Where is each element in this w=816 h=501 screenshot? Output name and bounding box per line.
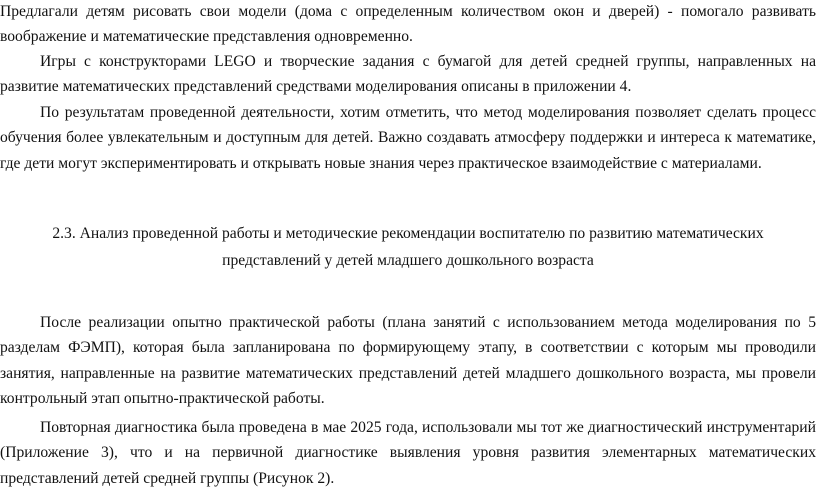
paragraph-repeat-diagnostics: Повторная диагностика была проведена в мае 2025 года, использовали мы тот же диагностический инструментарий (Приложение 3), что и на первичной диагностике выявления уровня развития элементарных математических представлений детей средней группы (Рисунок 2). bbox=[0, 419, 816, 487]
section-heading bbox=[0, 220, 816, 274]
paragraph-modeling-results: По результатам проведенной деятельности, хотим отметить, что метод моделирования позволяет сделать процесс обучения более увлекательным и доступным для детей. Важно создавать атмосферу поддержки и интереса к математике, где дети могут экспериментировать и открывать новые знания через практическое взаимодействие с материалами. bbox=[0, 104, 816, 172]
paragraph-lego-games: Игры с конструкторами LEGO и творческие задания с бумагой для детей средней группы, направленных на развитие математических представлений средствами моделирования описаны в приложении 4. bbox=[0, 53, 816, 96]
section-heading-line-2: представлений у детей младшего дошкольного возраста bbox=[222, 252, 594, 269]
paragraph-experimental-work: После реализации опытно практической работы (плана занятий с использованием метода моделирования по 5 разделам ФЭМП), которая была запланирована по формирующему этапу, в соответствии с которым мы проводили занятия, направленные на развитие математических представлений детей младшего дошкольного возраста, мы провели контрольный этап опытно-практической работы. bbox=[0, 314, 816, 407]
paragraph-drawing-models: Предлагали детям рисовать свои модели (дома с определенным количеством окон и дверей) - помогало развивать воображение и математические представления одновременно. bbox=[0, 3, 816, 46]
section-heading-line-1: 2.3. Анализ проведенной работы и методические рекомендации воспитателю по развитию математических bbox=[52, 225, 764, 242]
